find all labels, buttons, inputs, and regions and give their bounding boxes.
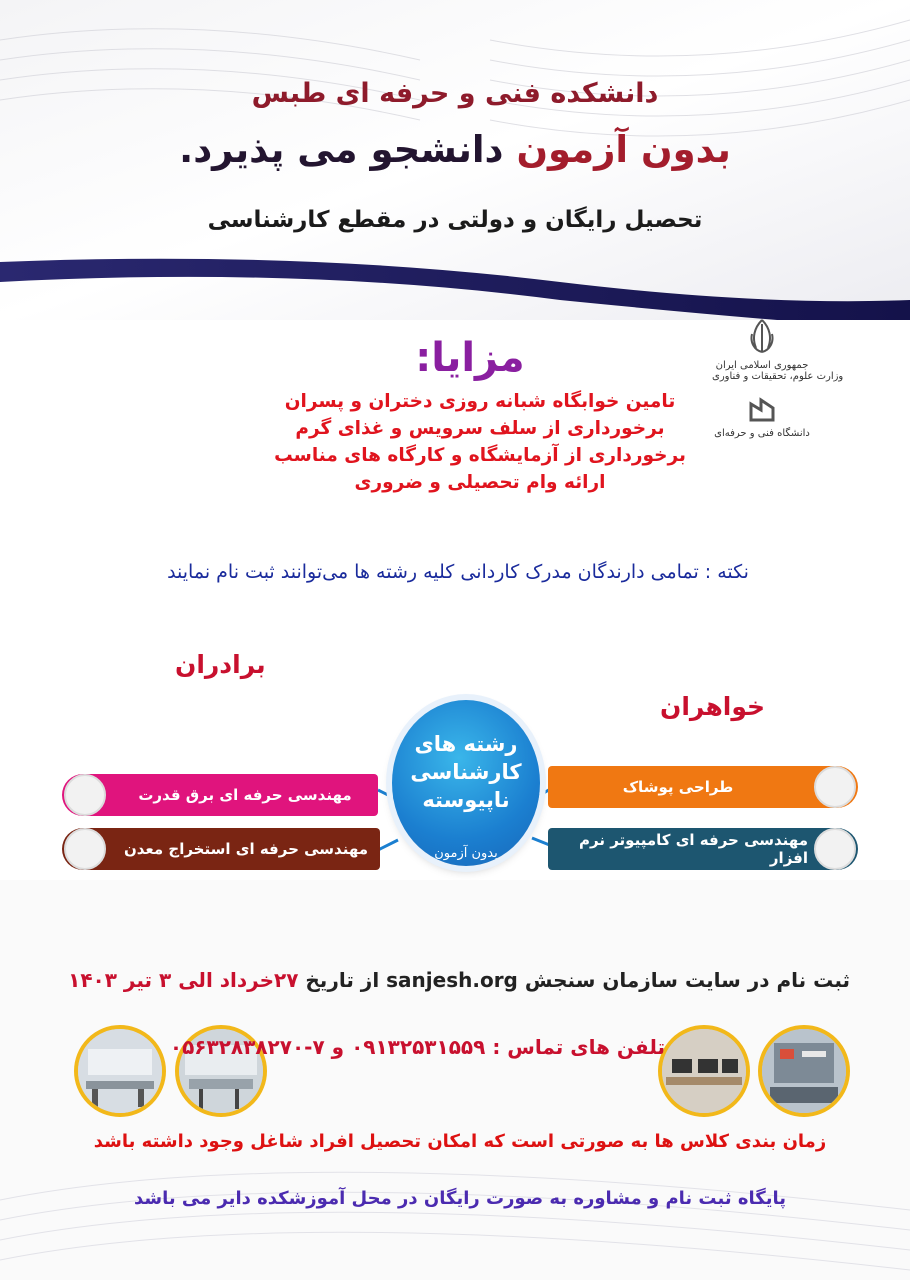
contact-numbers: ۰۹۱۳۲۵۳۱۵۵۹ و ۷-۰۵۶۳۲۸۳۸۲۷۰ bbox=[169, 1035, 486, 1059]
field-label: طراحی پوشاک bbox=[622, 778, 734, 796]
center-subtext: بدون آزمون bbox=[434, 846, 498, 861]
contact-label: تلفن های تماس : bbox=[492, 1035, 665, 1059]
headline bbox=[0, 128, 910, 171]
benefit-item: ارائه وام تحصیلی و ضروری bbox=[354, 472, 606, 493]
field-pill-mining bbox=[62, 828, 380, 870]
field-label: مهندسی حرفه ای برق قدرت bbox=[138, 786, 352, 804]
sisters-label: خواهران bbox=[660, 692, 766, 721]
benefit-item: برخورداری از آزمایشگاه و کارگاه های مناسب bbox=[274, 445, 686, 466]
pill-circle bbox=[814, 766, 856, 808]
field-pill-software bbox=[548, 828, 858, 870]
pill-circle bbox=[64, 774, 106, 816]
official-logos bbox=[712, 318, 844, 439]
registration-line bbox=[70, 968, 850, 992]
logo-caption-ministry: وزارت علوم، تحقیقات و فناوری bbox=[712, 371, 844, 382]
contact-phones bbox=[169, 1035, 665, 1059]
iran-emblem-icon bbox=[744, 318, 780, 356]
benefits-title: مزایا: bbox=[415, 335, 525, 381]
center-circle bbox=[392, 700, 540, 866]
field-label: مهندسی حرفه ای استخراج معدن bbox=[123, 840, 369, 858]
headline-rest: دانشجو می پذیرد. bbox=[179, 128, 504, 171]
institute-name: دانشکده فنی و حرفه ای طبس bbox=[251, 78, 659, 109]
subtitle: تحصیل رایگان و دولتی در مقطع کارشناسی bbox=[207, 207, 703, 233]
registration-dates: ۲۷خرداد الی ۳ تیر ۱۴۰۳ bbox=[68, 968, 299, 992]
lab-photo bbox=[758, 1025, 850, 1117]
field-label: مهندسی حرفه ای کامپیوتر نرم افزار bbox=[579, 831, 808, 867]
registration-text: ثبت نام در سایت سازمان سنجش bbox=[524, 968, 850, 992]
pill-circle bbox=[814, 828, 856, 870]
university-logo-icon bbox=[747, 396, 777, 424]
field-pill-fashion bbox=[548, 766, 858, 808]
registration-site: sanjesh.org bbox=[386, 968, 518, 992]
benefit-item: تامین خوابگاه شبانه روزی دختران و پسران bbox=[284, 391, 676, 412]
benefit-item: برخورداری از سلف سرویس و غذای گرم bbox=[295, 418, 665, 439]
brothers-label: برادران bbox=[175, 650, 266, 679]
center-line: رشته های bbox=[414, 732, 518, 756]
center-line: ناپیوسته bbox=[422, 788, 510, 812]
logo-caption-university: دانشگاه فنی و حرفه‌ای bbox=[714, 428, 810, 439]
center-line: کارشناسی bbox=[410, 760, 522, 784]
registration-from: از تاریخ bbox=[305, 968, 380, 992]
pill-circle bbox=[64, 828, 106, 870]
field-pill-power bbox=[62, 774, 378, 816]
registration-base-note: پایگاه ثبت نام و مشاوره به صورت رایگان در محل آموزشکده دایر می باشد bbox=[133, 1188, 786, 1209]
lab-photo bbox=[74, 1025, 166, 1117]
headline-highlight: بدون آزمون bbox=[516, 128, 731, 171]
schedule-note: زمان بندی کلاس ها به صورتی است که امکان تحصیل افراد شاغل وجود داشته باشد bbox=[93, 1131, 827, 1152]
logo-caption-country: جمهوری اسلامی ایران bbox=[715, 360, 809, 371]
benefits-list bbox=[270, 388, 690, 496]
note: نکته : تمامی دارندگان مدرک کاردانی کلیه رشته ها می‌توانند ثبت نام نمایند bbox=[167, 561, 749, 583]
lab-photo bbox=[658, 1025, 750, 1117]
